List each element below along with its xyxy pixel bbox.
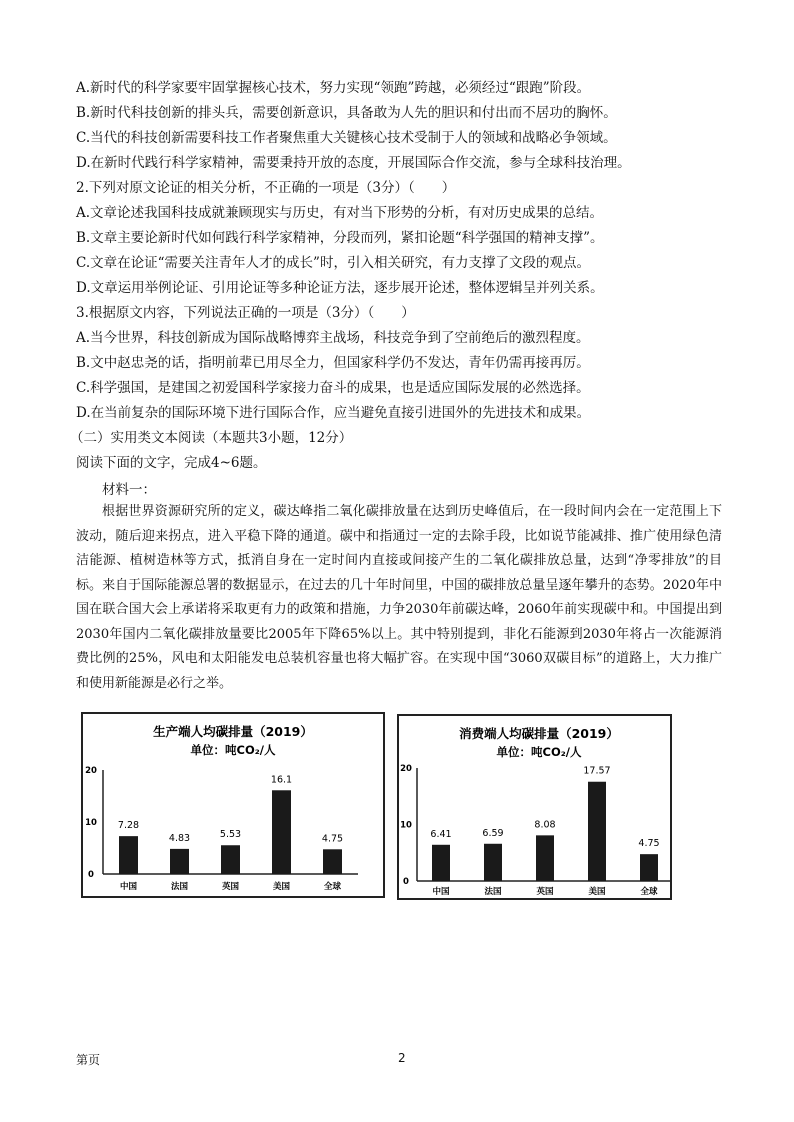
category-label: 法国	[484, 887, 502, 897]
chart-unit: 单位：吨CO₂/人	[190, 743, 276, 757]
page-number: 2	[398, 1051, 406, 1065]
option-3c: C.科学强国，是建国之初爱国科学家接力奋斗的成果，也是适应国际发展的必然选择。	[76, 380, 590, 396]
data-label: 4.75	[638, 838, 660, 850]
section-heading: （二）实用类文本阅读（本题共3小题，12分）	[70, 430, 353, 446]
option-3d: D.在当前复杂的国际环境下进行国际合作，应当避免直接引进国外的先进技术和成果。	[76, 405, 591, 421]
y-tick-label: 0	[88, 870, 94, 880]
category-label: 英国	[221, 882, 240, 892]
y-tick-label: 0	[403, 877, 409, 887]
chart-svg	[83, 714, 383, 896]
category-label: 中国	[432, 887, 450, 897]
category-label: 美国	[588, 887, 606, 897]
bar	[640, 854, 658, 881]
category-label: 全球	[640, 887, 658, 897]
option-1d: D.在新时代践行科学家精神，需要秉持开放的态度，开展国际合作交流，参与全球科技治理。	[76, 155, 631, 171]
chart-production-emissions	[81, 712, 385, 898]
y-tick-label: 10	[85, 818, 97, 828]
chart-svg	[399, 716, 670, 898]
chart-consumption-emissions	[397, 714, 672, 900]
option-2c: C.文章在论证“需要关注青年人才的成长”时，引入相关研究，有力支撑了文段的观点。	[76, 255, 590, 271]
bar	[170, 849, 189, 874]
data-label: 4.83	[168, 832, 191, 844]
option-3a: A.当今世界，科技创新成为国际战略博弈主战场，科技竞争到了空前绝后的激烈程度。	[76, 330, 590, 346]
y-tick-label: 10	[400, 820, 412, 831]
option-2b: B.文章主要论新时代如何践行科学家精神，分段而列，紧扣论题“科学强国的精神支撑”。	[76, 230, 604, 246]
bar	[484, 844, 502, 881]
chart-unit: 单位：吨CO₂/人	[496, 745, 582, 759]
y-tick-label: 20	[85, 766, 97, 776]
category-label: 美国	[272, 882, 291, 892]
category-label: 法国	[170, 882, 189, 892]
question-2-stem: 2.下列对原文论证的相关分析，不正确的一项是（3分）（ ）	[76, 180, 456, 196]
bar	[588, 782, 606, 881]
bar	[221, 845, 240, 874]
data-label: 6.59	[482, 827, 504, 839]
bar	[323, 849, 342, 874]
data-label: 8.08	[534, 819, 556, 831]
bar	[536, 835, 554, 881]
option-1b: B.新时代科技创新的排头兵，需要创新意识，具备敢为人先的胆识和付出而不居功的胸怀。	[76, 105, 617, 121]
material-paragraph: 根据世界资源研究所的定义，碳达峰指二氧化碳排放量在达到历史峰值后，在一段时间内会在一定范围上下波动，随后迎来拐点，进入平稳下降的通道。碳中和指通过一定的去除手段，比如说节能减排、推广使用绿色清洁能源、植树造林等方式，抵消自身在一定时间内直接或间接产生的二氧化碳排放总量，达到“净零排放”的目标。来自于国际能源总署的数据显示，在过去的几十年时间里，中国的碳排放总量呈逐年攀升的态势。2020年中国在联合国大会上承诺将采取更有力的政策和措施，力争2030年前碳达峰，2060年前实现碳中和。中国提出到2030年国内二氧化碳排放量要比2005年下降65%以上。其中特别提到，非化石能源到2030年将占一次能源消费比例的25%，风电和太阳能发电总装机容量也将大幅扩容。在实现中国“3060双碳目标”的道路上，大力推广和使用新能源是必行之举。	[76, 504, 722, 691]
bar	[432, 845, 450, 881]
option-2a: A.文章论述我国科技成就兼顾现实与历史，有对当下形势的分析，有对历史成果的总结。	[76, 205, 604, 221]
option-3b: B.文中赵忠尧的话，指明前辈已用尽全力，但国家科学仍不发达，青年仍需再接再厉。	[76, 355, 590, 371]
reading-instruction: 阅读下面的文字，完成4~6题。	[76, 455, 267, 471]
data-label: 17.57	[583, 765, 611, 777]
footer-label: 第页	[76, 1053, 101, 1067]
category-label: 全球	[323, 882, 342, 892]
data-label: 5.53	[219, 829, 242, 841]
data-label: 16.1	[270, 774, 293, 786]
data-label: 7.28	[117, 820, 140, 832]
option-2d: D.文章运用举例论证、引用论证等多种论证方法，逐步展开论述，整体逻辑呈并列关系。	[76, 280, 604, 296]
category-label: 中国	[119, 882, 138, 892]
y-tick-label: 20	[400, 764, 412, 774]
option-1c: C.当代的科技创新需要科技工作者聚焦重大关键核心技术受制于人的领域和战略必争领域。	[76, 130, 617, 146]
category-label: 英国	[536, 887, 554, 897]
chart-title: 消费端人均碳排量（2019）	[459, 726, 619, 741]
material-label: 材料一：	[102, 482, 156, 498]
option-1a: A.新时代的科学家要牢固掌握核心技术，努力实现“领跑”跨越，必须经过“跟跑”阶段。	[76, 80, 591, 96]
bar	[272, 790, 291, 874]
data-label: 6.41	[430, 828, 452, 840]
question-3-stem: 3.根据原文内容，下列说法正确的一项是（3分）（ ）	[76, 305, 415, 321]
data-label: 4.75	[321, 833, 344, 845]
bar	[119, 836, 138, 874]
chart-title: 生产端人均碳排量（2019）	[153, 724, 313, 739]
